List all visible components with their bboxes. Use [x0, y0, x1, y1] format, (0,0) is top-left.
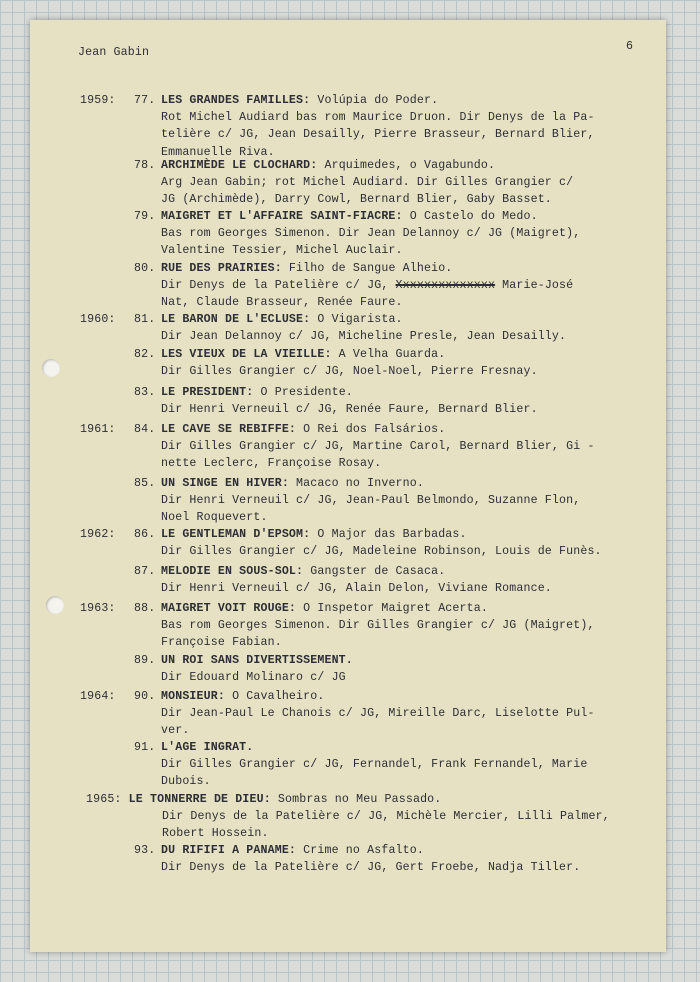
- film-portuguese-title: Macaco no Inverno.: [288, 477, 424, 490]
- entry-number: 80.: [134, 262, 156, 275]
- credit-line: Dir Gilles Grangier c/ JG, Martine Carol, Bernard Blier, Gi -: [161, 440, 595, 454]
- entry-number: 90.: [134, 690, 156, 703]
- film-title: MONSIEUR:: [161, 690, 225, 703]
- credit-line: Dubois.: [161, 775, 211, 789]
- film-title: MAIGRET ET L'AFFAIRE SAINT-FIACRE:: [161, 210, 403, 223]
- credit-line: Robert Hossein.: [162, 827, 269, 841]
- credit-line: Valentine Tessier, Michel Auclair.: [161, 244, 403, 258]
- film-title: LES VIEUX DE LA VIEILLE:: [161, 348, 332, 361]
- entry-number: 86.: [134, 528, 156, 541]
- credit-line: Dir Denys de la Patelière c/ JG, Michèle Mercier, Lilli Palmer,: [162, 810, 610, 824]
- entry-number: 89.: [134, 654, 156, 667]
- typewritten-page: [30, 20, 666, 952]
- film-title: UN SINGE EN HIVER:: [161, 477, 289, 490]
- film-title: DU RIFIFI A PANAME:: [161, 844, 297, 857]
- credit-line: Emmanuelle Riva.: [161, 145, 275, 159]
- credit-line: Dir Henri Verneuil c/ JG, Alain Delon, Viviane Romance.: [161, 582, 552, 596]
- credit-line: Arg Jean Gabin; rot Michel Audiard. Dir Gilles Grangier c/: [161, 176, 574, 190]
- credit-line: nette Leclerc, Françoise Rosay.: [161, 457, 382, 471]
- credit-line: Rot Michel Audiard bas rom Maurice Druon. Dir Denys de la Pa-: [161, 111, 595, 125]
- credit-line: Noel Roquevert.: [161, 511, 268, 525]
- entry-number: 93.: [134, 844, 156, 857]
- film-title: LES GRANDES FAMILLES:: [161, 94, 311, 107]
- credit-line: Dir Jean Delannoy c/ JG, Micheline Presle, Jean Desailly.: [161, 330, 567, 344]
- film-title: LE BARON DE L'ECLUSE:: [161, 313, 311, 326]
- film-portuguese-title: O Presidente.: [253, 386, 353, 399]
- struck-out-text: Xxxxxxxxxxxxxx: [395, 279, 496, 293]
- film-portuguese-title: Sombras no Meu Passado.: [270, 793, 442, 806]
- entry-number: 87.: [134, 565, 156, 578]
- punch-hole-upper: [42, 359, 60, 377]
- punch-hole-lower: [46, 596, 64, 614]
- film-title: UN ROI SANS DIVERTISSEMENT.: [161, 654, 353, 667]
- credit-line: ver.: [161, 724, 190, 738]
- film-portuguese-title: Filho de Sangue Alheio.: [281, 262, 453, 275]
- credit-line-continued: Marie-José: [495, 279, 574, 293]
- entry-number: 85.: [134, 477, 156, 490]
- credit-line: Dir Gilles Grangier c/ JG, Noel-Noel, Pierre Fresnay.: [161, 365, 538, 379]
- entry-number: 82.: [134, 348, 156, 361]
- credit-line: Dir Henri Verneuil c/ JG, Jean-Paul Belmondo, Suzanne Flon,: [161, 494, 581, 508]
- entry-number: 84.: [134, 423, 156, 436]
- credit-line: Dir Gilles Grangier c/ JG, Madeleine Robinson, Louis de Funès.: [161, 545, 602, 559]
- entry-year: 1959:: [80, 94, 116, 107]
- entry-number: 91.: [134, 741, 156, 754]
- credit-line: Françoise Fabian.: [161, 636, 282, 650]
- credit-line: telière c/ JG, Jean Desailly, Pierre Brasseur, Bernard Blier,: [161, 128, 595, 142]
- credit-line: JG (Archimède), Darry Cowl, Bernard Blier, Gaby Basset.: [161, 193, 552, 207]
- film-portuguese-title: Crime no Asfalto.: [296, 844, 424, 857]
- entry-year: 1962:: [80, 528, 116, 541]
- entry-year: 1964:: [80, 690, 116, 703]
- credit-line: Bas rom Georges Simenon. Dir Gilles Grangier c/ JG (Maigret),: [161, 619, 595, 633]
- film-portuguese-title: Volúpia do Poder.: [310, 94, 439, 107]
- film-title: LE TONNERRE DE DIEU:: [128, 793, 271, 806]
- entry-number: 77.: [134, 94, 156, 107]
- film-portuguese-title: O Rei dos Falsários.: [296, 423, 446, 436]
- entry-number: 83.: [134, 386, 156, 399]
- entry-year: 1960:: [80, 313, 116, 326]
- film-portuguese-title: O Vigarista.: [310, 313, 403, 326]
- film-portuguese-title: O Cavalheiro.: [224, 690, 325, 703]
- credit-line: Dir Denys de la Patelière c/ JG, Gert Froebe, Nadja Tiller.: [161, 861, 581, 875]
- entry-number: 88.: [134, 602, 156, 615]
- header-name: Jean Gabin: [78, 46, 150, 59]
- film-title: LE GENTLEMAN D'EPSOM:: [161, 528, 311, 541]
- credit-line: Dir Edouard Molinaro c/ JG: [161, 671, 346, 685]
- credit-line: Bas rom Georges Simenon. Dir Jean Delannoy c/ JG (Maigret),: [161, 227, 581, 241]
- film-title: RUE DES PRAIRIES:: [161, 262, 282, 275]
- film-title: MAIGRET VOIT ROUGE:: [161, 602, 297, 615]
- credit-line: Dir Gilles Grangier c/ JG, Fernandel, Frank Fernandel, Marie: [161, 758, 588, 772]
- film-portuguese-title: O Inspetor Maigret Acerta.: [296, 602, 488, 615]
- entry-year: 1965:: [86, 793, 122, 806]
- entry-year: 1963:: [80, 602, 116, 615]
- entry-number: 81.: [134, 313, 156, 326]
- film-title: L'AGE INGRAT.: [161, 741, 254, 754]
- entry-number: 79.: [134, 210, 156, 223]
- film-portuguese-title: O Major das Barbadas.: [310, 528, 467, 541]
- film-title: MELODIE EN SOUS-SOL:: [161, 565, 304, 578]
- credit-line: Dir Denys de la Patelière c/ JG,: [161, 279, 396, 293]
- film-title: LE PRESIDENT:: [161, 386, 254, 399]
- film-portuguese-title: O Castelo do Medo.: [402, 210, 538, 223]
- film-portuguese-title: Arquimedes, o Vagabundo.: [317, 159, 496, 172]
- page-number: 6: [626, 40, 634, 53]
- film-portuguese-title: A Velha Guarda.: [331, 348, 446, 361]
- entry-year: 1961:: [80, 423, 116, 436]
- film-portuguese-title: Gangster de Casaca.: [303, 565, 446, 578]
- credit-line: Dir Henri Verneuil c/ JG, Renée Faure, Bernard Blier.: [161, 403, 538, 417]
- entry-number: 78.: [134, 159, 156, 172]
- credit-line: Dir Jean-Paul Le Chanois c/ JG, Mireille Darc, Liselotte Pul-: [161, 707, 595, 721]
- film-title: ARCHIMÈDE LE CLOCHARD:: [161, 159, 318, 172]
- film-title: LE CAVE SE REBIFFE:: [161, 423, 297, 436]
- credit-line: Nat, Claude Brasseur, Renée Faure.: [161, 296, 403, 310]
